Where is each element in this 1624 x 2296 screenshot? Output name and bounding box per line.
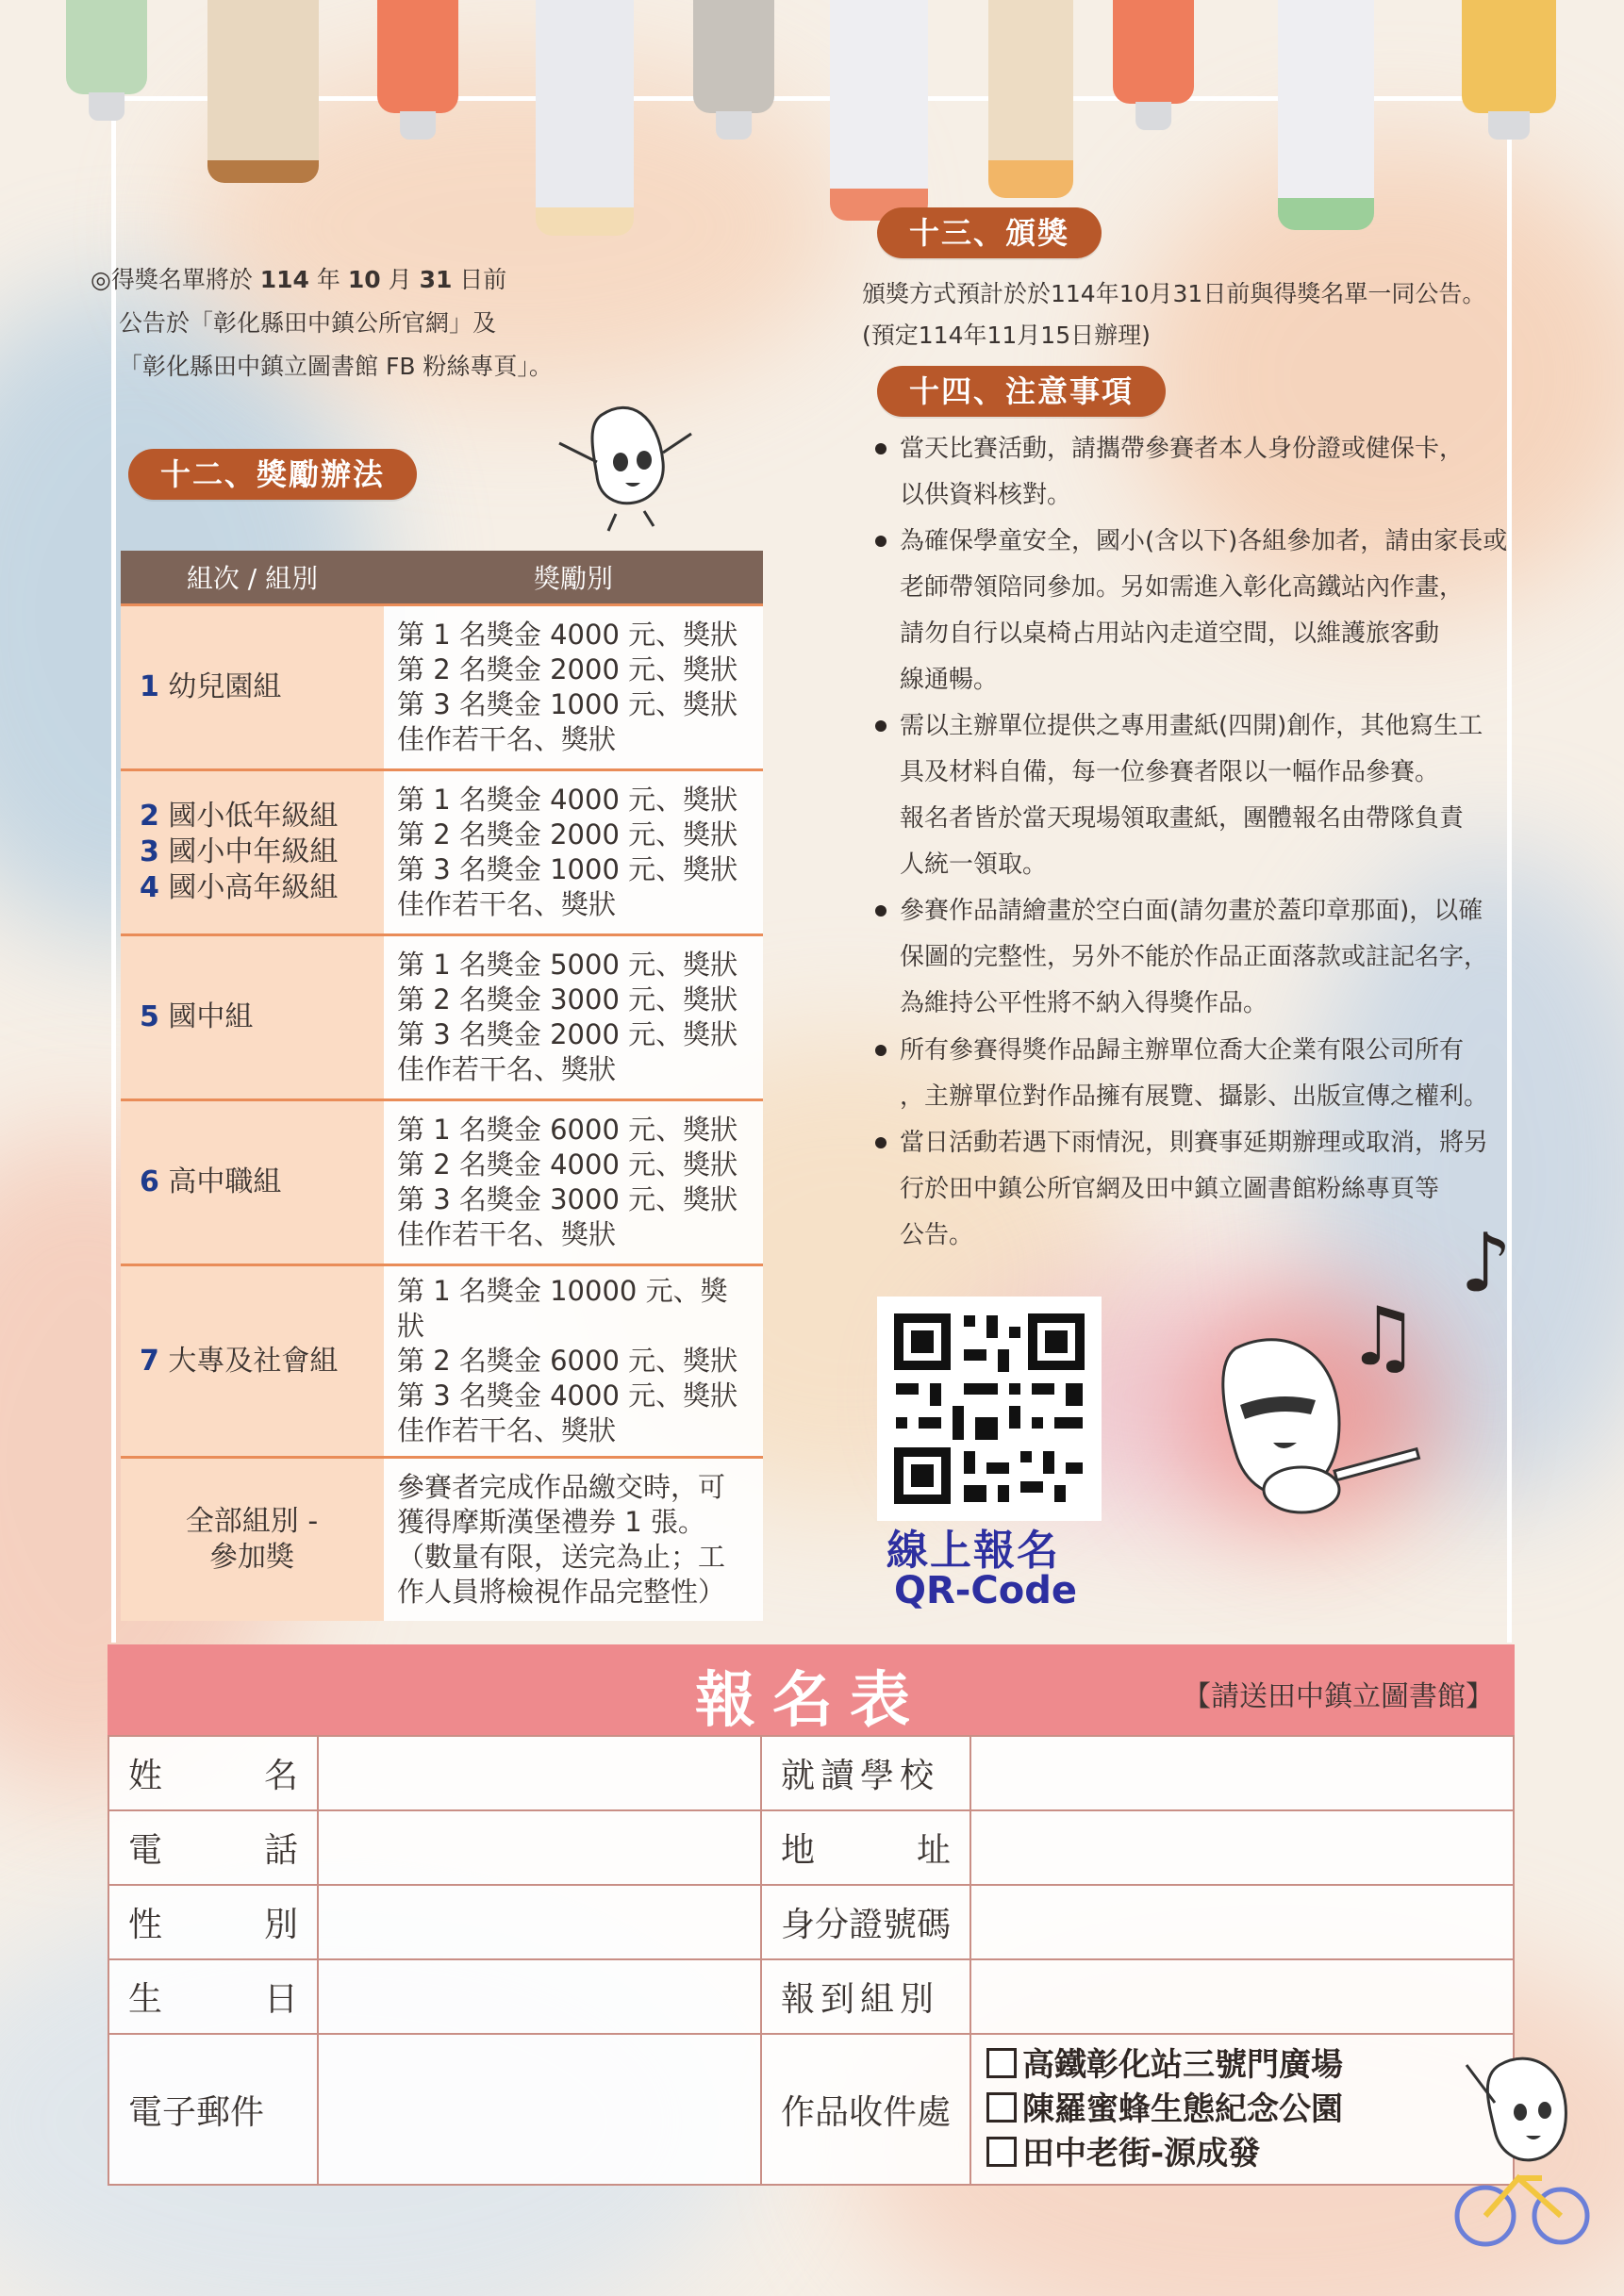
notice-item: 需以主辦單位提供之專用畫紙(四開)創作，其他寫生工 具及材料自備，每一位參賽者限以一幅作品參賽。 報名者皆於當天現場領取畫紙，團體報名由帶隊負責 人統一領取。: [875, 703, 1526, 888]
notice-item: 為確保學童安全，國小(含以下)各組參加者，請由家長或 老師帶領陪同參加。另如需進入彰化高鐵站內作畫， 請勿自行以桌椅占用站內走道空間，以維護旅客動 線通暢。: [875, 519, 1526, 703]
group-cell: 6 高中職組: [121, 1100, 384, 1265]
pickup-option[interactable]: 高鐵彰化站三號門廣場: [986, 2043, 1512, 2088]
label-id-number: 身分證號碼: [761, 1885, 970, 1959]
section12-title: 十二、獎勵辦法: [128, 449, 417, 500]
reward-table: [121, 551, 763, 1621]
birthday-field[interactable]: [318, 1959, 761, 2034]
label-school: 就讀學校: [761, 1736, 970, 1810]
paint-tube-icon: [830, 0, 928, 221]
phone-field[interactable]: [318, 1810, 761, 1885]
music-note-icon: ♪: [1460, 1216, 1512, 1311]
music-note-icon: ♫: [1347, 1290, 1420, 1384]
group-cell: 5 國中組: [121, 935, 384, 1100]
email-field[interactable]: [318, 2034, 761, 2185]
section14-title: 十四、注意事項: [877, 366, 1166, 417]
address-field[interactable]: [970, 1810, 1514, 1885]
checkbox-icon[interactable]: [986, 2092, 1017, 2123]
paint-tube-icon: [1278, 0, 1374, 230]
paint-tube-icon: [1462, 0, 1556, 113]
table-row: [121, 1265, 763, 1458]
paint-tube-icon: [66, 0, 147, 94]
table-row: [121, 1100, 763, 1265]
group-cell: 全部組別 - 參加獎: [121, 1458, 384, 1622]
label-birthday: 生 日: [108, 1959, 318, 2034]
registration-form: [108, 1735, 1515, 2186]
form-subtitle: 【請送田中鎮立圖書館】: [1183, 1680, 1494, 1713]
prize-cell: 第 1 名獎金 4000 元、獎狀 第 2 名獎金 2000 元、獎狀 第 3 名獎金 1000 元、獎狀 佳作若干名、獎狀: [384, 770, 763, 935]
bicycle-icon: [1452, 2046, 1594, 2254]
winner-announcement: ◎得獎名單將於 114 年 10 月 31 日前 公告於「彰化縣田中鎮公所官網」及 「彰化縣田中鎮立圖書館 FB 粉絲專頁」。: [91, 266, 553, 380]
prize-cell: 第 1 名獎金 10000 元、獎狀 第 2 名獎金 6000 元、獎狀 第 3 名獎金 4000 元、獎狀 佳作若干名、獎狀: [384, 1265, 763, 1458]
mascot-icon: [545, 396, 715, 537]
checkbox-icon[interactable]: [986, 2137, 1017, 2167]
group-cell: 7 大專及社會組: [121, 1265, 384, 1458]
id-number-field[interactable]: [970, 1885, 1514, 1959]
paint-tube-icon: [207, 0, 319, 183]
gender-field[interactable]: [318, 1885, 761, 1959]
pickup-option[interactable]: 陳羅蜜蜂生態紀念公園: [986, 2088, 1512, 2132]
award-info: 頒獎方式預計於於114年10月31日前與得獎名單一同公告。 (預定114年11月15日辦理): [862, 280, 1486, 349]
qr-label-register: 線上報名: [887, 1527, 1060, 1575]
qr-label-code: QR-Code: [894, 1569, 1078, 1612]
label-email: 電子郵件: [108, 2034, 318, 2185]
pickup-option[interactable]: 田中老街-源成發: [986, 2132, 1512, 2176]
form-title: 報名表: [695, 1666, 927, 1736]
notice-item: 所有參賽得獎作品歸主辦單位喬大企業有限公司所有 ，主辦單位對作品擁有展覽、攝影、出版宣傳之權利。: [875, 1028, 1526, 1120]
notice-item: 參賽作品請繪畫於空白面(請勿畫於蓋印章那面)，以確 保圖的完整性，另外不能於作品正面落款或註記名字， 為維持公平性將不納入得獎作品。: [875, 888, 1526, 1027]
pickup-options: [970, 2034, 1514, 2185]
label-check-in-group: 報到組別: [761, 1959, 970, 2034]
prize-cell: 第 1 名獎金 4000 元、獎狀 第 2 名獎金 2000 元、獎狀 第 3 名獎金 1000 元、獎狀 佳作若干名、獎狀: [384, 605, 763, 770]
prize-cell: 參賽者完成作品繳交時，可 獲得摩斯漢堡禮券 1 張。 （數量有限，送完為止；工 作人員將檢視作品完整性）: [384, 1458, 763, 1622]
paint-tube-icon: [377, 0, 458, 113]
prize-cell: 第 1 名獎金 5000 元、獎狀 第 2 名獎金 3000 元、獎狀 第 3 名獎金 2000 元、獎狀 佳作若干名、獎狀: [384, 935, 763, 1100]
notice-item: 當日活動若遇下雨情況，則賽事延期辦理或取消，將另 行於田中鎮公所官網及田中鎮立圖書館粉絲專頁等 公告。: [875, 1120, 1526, 1259]
header-group: 組次 / 組別: [121, 551, 384, 605]
name-field[interactable]: [318, 1736, 761, 1810]
group-cell: 2 國小低年級組 3 國小中年級組 4 國小高年級組: [121, 770, 384, 935]
section13-title: 十三、頒獎: [877, 207, 1102, 258]
paint-tube-icon: [536, 0, 634, 236]
table-row: [121, 935, 763, 1100]
table-row: [121, 605, 763, 770]
table-row: [121, 770, 763, 935]
header-prize: 獎勵別: [384, 551, 763, 605]
prize-cell: 第 1 名獎金 6000 元、獎狀 第 2 名獎金 4000 元、獎狀 第 3 名獎金 3000 元、獎狀 佳作若干名、獎狀: [384, 1100, 763, 1265]
paint-tube-icon: [693, 0, 774, 113]
qr-code-icon[interactable]: [877, 1297, 1102, 1521]
label-pickup: 作品收件處: [761, 2034, 970, 2185]
label-gender: 性 別: [108, 1885, 318, 1959]
label-name: 姓 名: [108, 1736, 318, 1810]
table-row: [121, 1458, 763, 1622]
paint-tube-icon: [988, 0, 1073, 198]
notice-item: 當天比賽活動，請攜帶參賽者本人身份證或健保卡， 以供資料核對。: [875, 426, 1526, 519]
school-field[interactable]: [970, 1736, 1514, 1810]
label-phone: 電 話: [108, 1810, 318, 1885]
label-address: 地 址: [761, 1810, 970, 1885]
form-header: [108, 1644, 1515, 1735]
paint-tube-icon: [1113, 0, 1194, 104]
check-in-group-field[interactable]: [970, 1959, 1514, 2034]
checkbox-icon[interactable]: [986, 2048, 1017, 2078]
group-cell: 1 幼兒園組: [121, 605, 384, 770]
